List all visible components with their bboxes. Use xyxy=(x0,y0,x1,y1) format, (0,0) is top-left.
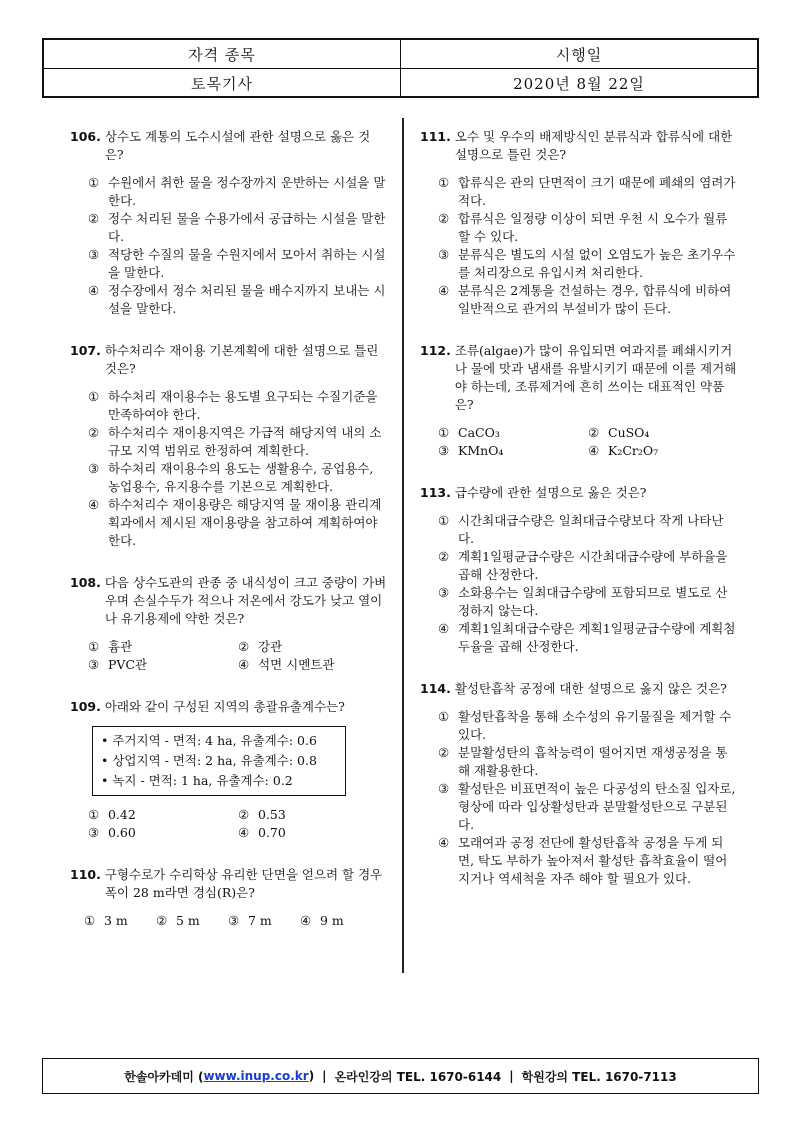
question-text: 다음 상수도관의 관종 중 내식성이 크고 중량이 가벼우며 손실수두가 적으나 저온에서 강도가 낮고 열이나 유기용제에 약한 것은? xyxy=(104,575,387,626)
option: ② 합류식은 일정량 이상이 되면 우천 시 오수가 월류할 수 있다. xyxy=(438,211,728,244)
option: ③ KMnO₄ xyxy=(438,443,504,458)
question-106 xyxy=(70,128,388,318)
footer-separator: | xyxy=(322,1069,327,1083)
option: ② 5 m xyxy=(156,913,200,928)
condition-line: • 상업지역 - 면적: 2 ha, 유출계수: 0.8 xyxy=(101,753,317,768)
footer-separator: | xyxy=(509,1069,514,1083)
option: ① 0.42 xyxy=(88,807,136,822)
option: ② 정수 처리된 물을 수용가에서 공급하는 시설을 말한다. xyxy=(88,211,386,244)
option: ① 3 m xyxy=(84,913,128,928)
subject-label: 자격 종목 xyxy=(188,45,256,64)
option: ④ 모래여과 공정 전단에 활성탄흡착 공정을 두게 되면, 탁도 부하가 높아져서 활성탄 흡착효율이 떨어지거나 역세척을 자주 해야 할 필요가 있다. xyxy=(438,835,728,886)
option: ③ 7 m xyxy=(228,913,272,928)
question-114 xyxy=(420,680,738,888)
question-108 xyxy=(70,574,388,674)
academy-name: 한솔아카데미 ( xyxy=(124,1069,204,1084)
option: ③ 분류식은 별도의 시설 없이 오염도가 높은 초기우수를 처리장으로 유입시켜 처리한다. xyxy=(438,247,736,280)
question-112 xyxy=(420,342,738,460)
question-number: 106. xyxy=(70,129,101,144)
academy-link[interactable]: www.inup.co.kr xyxy=(203,1069,309,1083)
question-number: 107. xyxy=(70,343,101,358)
online-phone: 온라인강의 TEL. 1670-6144 xyxy=(334,1069,502,1084)
question-110 xyxy=(70,866,388,930)
option: ③ PVC관 xyxy=(88,657,148,672)
offline-phone: 학원강의 TEL. 1670-7113 xyxy=(521,1069,677,1084)
subject-value: 토목기사 xyxy=(191,74,253,93)
option: ③ 적당한 수질의 물을 수원지에서 모아서 취하는 시설을 말한다. xyxy=(88,247,386,280)
option: ④ 정수장에서 정수 처리된 물을 배수지까지 보내는 시설을 말한다. xyxy=(88,283,386,316)
option: ① 활성탄흡착을 통해 소수성의 유기물질을 제거할 수 있다. xyxy=(438,709,732,742)
option: ① 시간최대급수량은 일최대급수량보다 작게 나타난다. xyxy=(438,513,724,546)
academy-close: ) xyxy=(308,1069,315,1083)
option: ③ 소화용수는 일최대급수량에 포함되므로 별도로 산정하지 않는다. xyxy=(438,585,728,618)
question-text: 구형수로가 수리학상 유리한 단면을 얻으려 할 경우 폭이 28 m라면 경심(R)은? xyxy=(104,867,383,900)
question-text: 아래와 같이 구성된 지역의 총괄유출계수는? xyxy=(104,699,345,714)
option: ④ 9 m xyxy=(300,913,344,928)
option: ③ 0.60 xyxy=(88,825,136,840)
option: ④ 0.70 xyxy=(238,825,286,840)
option: ④ 석면 시멘트관 xyxy=(238,657,335,672)
question-107 xyxy=(70,342,388,550)
option: ③ 하수처리 재이용수의 용도는 생활용수, 공업용수, 농업용수, 유지용수를 기본으로 계획한다. xyxy=(88,461,374,494)
option: ① 합류식은 관의 단면적이 크기 때문에 폐쇄의 염려가 적다. xyxy=(438,175,736,208)
option: ① 수원에서 취한 물을 정수장까지 운반하는 시설을 말한다. xyxy=(88,175,386,208)
option: ① 흄관 xyxy=(88,639,133,654)
condition-line: • 주거지역 - 면적: 4 ha, 유출계수: 0.6 xyxy=(101,733,317,748)
question-number: 108. xyxy=(70,575,101,590)
question-109 xyxy=(70,698,388,842)
question-number: 114. xyxy=(420,681,451,696)
left-column xyxy=(70,128,388,954)
right-column xyxy=(420,128,738,912)
question-number: 110. xyxy=(70,867,101,882)
option: ④ 분류식은 2계통을 건설하는 경우, 합류식에 비하여 일반적으로 관거의 부설비가 많이 든다. xyxy=(438,283,732,316)
option: ② CuSO₄ xyxy=(588,425,650,440)
option: ④ 계획1일최대급수량은 계획1일평균급수량에 계획첨두율을 곱해 산정한다. xyxy=(438,621,736,654)
option: ③ 활성탄은 비표면적이 높은 다공성의 탄소질 입자로, 형상에 따라 입상활성탄과 분말활성탄으로 구분된다. xyxy=(438,781,736,832)
question-number: 112. xyxy=(420,343,451,358)
question-113 xyxy=(420,484,738,656)
question-111 xyxy=(420,128,738,318)
question-text: 조류(algae)가 많이 유입되면 여과지를 폐쇄시키거나 물에 맛과 냄새를 유발시키기 때문에 이를 제거해야 하는데, 조류제거에 흔히 쓰이는 대표적인 약품은? xyxy=(454,343,737,412)
question-number: 109. xyxy=(70,699,101,714)
footer-bar xyxy=(42,1058,759,1094)
column-divider xyxy=(402,118,404,973)
option: ② 분말활성탄의 흡착능력이 떨어지면 재생공정을 통해 재활용한다. xyxy=(438,745,728,778)
condition-line: • 녹지 - 면적: 1 ha, 유출계수: 0.2 xyxy=(101,773,293,788)
exam-header-table xyxy=(42,38,759,98)
date-label: 시행일 xyxy=(400,40,757,68)
question-text: 급수량에 관한 설명으로 옳은 것은? xyxy=(454,485,647,500)
question-text: 활성탄흡착 공정에 대한 설명으로 옳지 않은 것은? xyxy=(454,681,727,696)
date-value: 2020년 8월 22일 xyxy=(400,69,757,97)
option: ① CaCO₃ xyxy=(438,425,500,440)
option: ② 계획1일평균급수량은 시간최대급수량에 부하율을 곱해 산정한다. xyxy=(438,549,728,582)
question-text: 오수 및 우수의 배제방식인 분류식과 합류식에 대한 설명으로 틀린 것은? xyxy=(454,129,733,162)
question-text: 상수도 계통의 도수시설에 관한 설명으로 옳은 것은? xyxy=(104,129,371,162)
option: ② 0.53 xyxy=(238,807,286,822)
condition-box xyxy=(92,726,346,796)
option: ④ K₂Cr₂O₇ xyxy=(588,443,659,458)
option: ① 하수처리 재이용수는 용도별 요구되는 수질기준을 만족하여야 한다. xyxy=(88,389,378,422)
question-number: 113. xyxy=(420,485,451,500)
option: ② 하수처리수 재이용지역은 가급적 해당지역 내의 소규모 지역 범위로 한정하여 계획한다. xyxy=(88,425,382,458)
option: ④ 하수처리수 재이용량은 해당지역 물 재이용 관리계획과에서 제시된 재이용량을 참고하여 계획하여야 한다. xyxy=(88,497,382,548)
question-text: 하수처리수 재이용 기본계획에 대한 설명으로 틀린 것은? xyxy=(104,343,379,376)
option: ② 강관 xyxy=(238,639,283,654)
question-number: 111. xyxy=(420,129,451,144)
